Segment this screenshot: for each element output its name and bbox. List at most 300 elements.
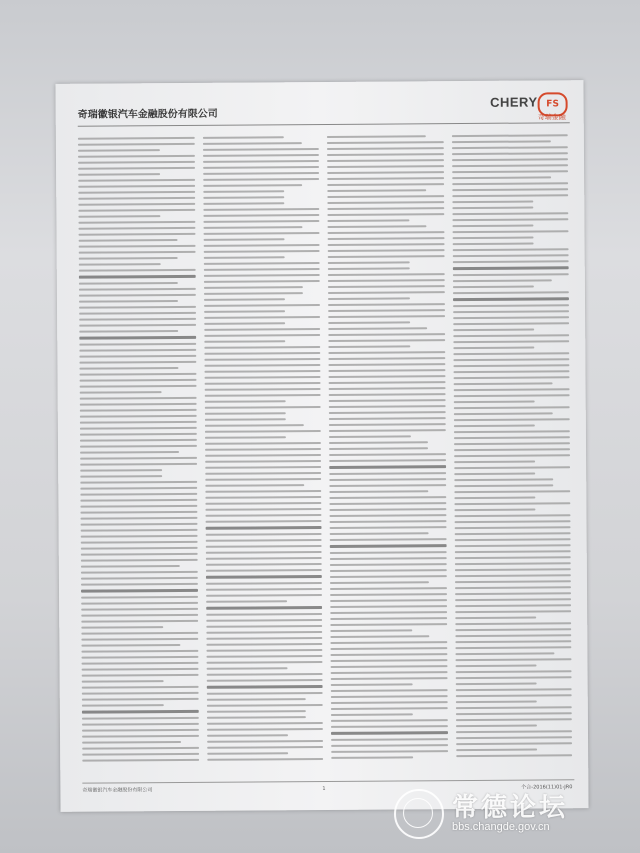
text-line [328,267,410,270]
text-line [82,759,199,762]
text-line [205,582,322,585]
text-line [329,478,446,481]
document-code: 个合-2016(11)01-JR0 [521,784,573,791]
text-line [82,717,199,720]
text-line [331,701,448,704]
text-line [202,154,319,157]
text-line [330,532,429,535]
text-line [452,243,534,246]
text-line [204,388,321,391]
text-line [454,478,553,481]
text-line [331,738,448,741]
text-line [204,358,321,361]
text-line [79,263,161,266]
text-line [452,254,569,257]
text-line [328,327,427,330]
text-line [454,509,536,512]
text-line [455,617,537,620]
text-line [204,412,286,415]
text-line [206,679,323,682]
text-line [330,611,447,614]
text-line [205,472,322,475]
text-line [205,575,322,579]
text-line [331,750,448,753]
text-line [79,373,196,376]
text-line [81,559,198,562]
text-line [203,298,285,301]
text-line [455,634,572,637]
text-line [79,269,196,272]
text-line [330,605,447,608]
text-line [455,665,537,668]
text-line [203,196,285,199]
text-line [202,136,284,139]
text-line [454,538,571,541]
text-line [454,574,571,577]
text-line [452,176,551,179]
text-line [203,160,320,163]
text-line [328,273,445,276]
text-line [330,544,447,548]
text-line [80,379,197,382]
text-line [205,502,322,505]
text-line [203,274,320,277]
text-line [203,178,320,181]
text-line [81,571,198,574]
text-line [452,237,534,240]
text-line [454,466,571,469]
column-1 [78,133,199,774]
text-line [453,329,535,332]
text-line [202,148,319,151]
text-line [206,704,323,707]
text-line [206,716,305,719]
text-line [80,457,197,460]
text-line [81,638,198,641]
text-line [80,499,197,502]
text-line [328,231,445,234]
text-line [80,433,197,436]
text-line [204,382,321,385]
text-line [203,208,320,211]
text-line [328,261,410,264]
text-line [79,300,178,303]
text-line [328,279,445,282]
text-line [79,306,196,309]
text-line [454,520,571,523]
text-line [330,575,447,578]
text-line [204,352,321,355]
text-line [452,218,569,221]
text-line [204,406,321,409]
text-line [327,177,444,180]
logo-subtitle: 奇瑞金融 [537,113,566,122]
text-line [452,286,534,289]
text-line [453,364,570,367]
text-line [204,394,321,397]
text-line [80,391,162,394]
watermark-title: 常德论坛 [452,793,569,823]
text-line [328,321,410,324]
text-line [455,706,572,709]
text-line [453,442,570,445]
text-line [78,161,195,164]
text-line [78,191,195,194]
logo-wordmark: CHERY [490,94,538,110]
text-line [80,475,162,478]
text-line [205,563,322,566]
text-line [206,722,323,725]
text-line [328,315,445,318]
text-line [452,170,569,173]
chery-fs-logo [476,94,572,123]
text-line [78,143,195,146]
text-line [81,529,198,532]
column-4 [451,130,572,771]
text-line [329,496,446,499]
text-line [328,285,445,288]
text-line [454,514,571,517]
text-line [328,255,445,258]
text-line [80,463,197,466]
text-line [81,656,198,659]
text-line [452,201,534,204]
text-line [78,167,195,170]
column-3 [327,131,448,772]
contract-body-columns [78,130,572,773]
text-line [453,304,570,307]
text-line [453,418,570,421]
text-line [79,367,178,370]
text-line [330,623,447,626]
text-line [330,526,447,529]
text-line [79,312,196,315]
text-line [81,650,198,653]
text-line [329,484,446,487]
text-line [452,225,534,228]
text-line [78,197,195,200]
text-line [204,322,286,325]
text-line [327,189,426,192]
text-line [204,346,321,349]
footer-divider [82,779,574,783]
text-line [454,502,571,505]
text-line [455,676,572,679]
text-line [455,622,572,625]
text-line [331,689,448,692]
text-line [203,220,320,223]
text-line [204,304,321,307]
text-line [330,538,447,541]
text-line [204,436,286,439]
text-line [330,593,447,596]
text-line [331,744,448,747]
column-2 [202,132,323,773]
text-line [330,569,447,572]
text-line [203,214,320,217]
text-line [331,756,413,759]
text-line [327,195,444,198]
text-line [80,421,197,424]
text-line [330,599,447,602]
text-line [82,698,199,701]
text-line [329,387,446,390]
text-line [79,257,178,260]
text-line [206,625,323,628]
text-line [327,183,444,186]
text-line [205,454,322,457]
text-line [452,182,569,185]
text-line [455,694,572,697]
text-line [205,551,322,554]
text-line [206,643,323,646]
text-line [79,324,196,327]
text-line [329,393,446,396]
text-line [327,153,444,156]
text-line [328,333,445,336]
text-line [329,375,446,378]
text-line [331,665,448,668]
watermark-seal-icon [394,789,444,839]
text-line [331,725,448,728]
text-line [327,141,444,144]
text-line [451,146,568,149]
text-line [451,140,550,143]
text-line [80,445,197,448]
text-line [205,588,322,591]
text-line [81,535,198,538]
text-line [455,628,572,631]
text-line [453,347,535,350]
text-line [329,472,446,475]
text-line [204,316,321,319]
text-line [204,376,321,379]
text-line [81,632,198,635]
text-line [452,279,551,282]
text-line [203,202,285,205]
text-line [80,439,197,442]
text-line [205,460,322,463]
text-line [79,288,196,291]
text-line [455,725,537,728]
text-line [327,135,426,138]
text-line [79,361,196,364]
text-line [81,523,198,526]
text-line [329,453,446,456]
text-line [330,563,447,566]
text-line [206,594,323,597]
text-line [82,692,199,695]
text-line [456,736,573,739]
text-line [203,238,285,241]
text-line [330,557,447,560]
text-line [205,520,322,523]
text-line [452,194,569,197]
text-line [81,547,198,550]
text-line [80,385,197,388]
text-line [454,484,553,487]
text-line [203,256,285,259]
text-line [78,209,195,212]
text-line [454,497,536,500]
text-line [452,297,569,301]
text-line [204,418,286,421]
text-line [81,596,198,599]
text-line [205,539,322,542]
text-line [452,291,569,294]
text-line [330,659,447,662]
text-line [207,752,289,755]
text-line [453,334,570,337]
text-line [453,412,552,415]
text-line [205,466,322,469]
text-line [453,316,570,319]
text-line [79,251,196,254]
text-line [82,662,199,665]
text-line [330,587,447,590]
text-line [455,658,572,661]
text-line [79,330,178,333]
text-line [329,417,446,420]
text-line [205,545,322,548]
text-line [453,394,570,397]
text-line [81,602,198,605]
text-line [328,369,445,372]
text-line [330,551,447,554]
text-line [328,339,445,342]
text-line [203,226,302,229]
text-line [453,370,570,373]
text-line [331,719,448,722]
text-line [204,310,286,313]
text-line [329,508,446,511]
text-line [205,508,322,511]
text-line [78,215,160,218]
text-line [456,754,573,757]
text-line [203,172,320,175]
text-line [78,173,160,176]
text-line [203,184,302,187]
text-line [455,652,554,655]
text-line [205,448,322,451]
text-line [203,292,302,295]
text-line [78,221,195,224]
text-line [78,185,195,188]
text-line [329,441,428,444]
text-line [328,303,445,306]
text-line [205,557,322,560]
text-line [331,695,448,698]
text-line [453,310,570,313]
text-line [455,598,572,601]
text-line [455,640,572,643]
text-line [455,604,572,607]
text-line [456,749,538,752]
text-line [455,610,572,613]
text-line [206,673,323,676]
text-line [454,448,571,451]
text-line [79,336,196,340]
text-line [452,273,569,276]
text-line [327,165,444,168]
text-line [454,556,571,559]
text-line [204,370,321,373]
text-line [80,487,197,490]
text-line [206,710,305,713]
text-line [453,401,535,404]
text-line [81,620,198,623]
text-line [455,730,572,733]
text-line [330,581,429,584]
text-line [80,409,197,412]
text-line [82,753,199,756]
text-line [80,493,197,496]
text-line [204,430,321,433]
text-line [81,626,163,629]
text-line [79,282,178,285]
text-line [81,565,180,568]
text-line [329,399,446,402]
text-line [331,677,448,680]
watermark-url: bbs.changde.gov.cn [452,821,550,833]
text-line [452,207,534,210]
text-line [328,345,410,348]
text-line [328,291,445,294]
text-line [455,670,572,673]
text-line [452,248,569,251]
text-line [329,490,428,493]
text-line [329,405,446,408]
text-line [81,614,198,617]
text-line [206,619,323,622]
text-line [79,355,196,358]
text-line [453,430,570,433]
text-line [206,692,323,695]
text-line [453,358,570,361]
text-line [78,203,195,206]
text-line [82,680,164,683]
text-line [205,533,322,536]
text-line [454,580,571,583]
text-line [454,586,571,589]
text-line [82,747,199,750]
text-line [82,741,181,744]
text-line [454,473,536,476]
text-line [330,647,447,650]
text-line [81,608,198,611]
text-line [454,550,571,553]
text-line [452,212,569,215]
text-line [327,219,409,222]
page-number: 1 [322,785,326,793]
text-line [206,637,323,640]
text-line [205,514,322,517]
text-line [80,451,179,454]
contract-page [55,80,588,812]
text-line [78,137,195,140]
text-line [329,447,428,450]
text-line [329,411,446,414]
text-line [328,243,445,246]
text-line [207,746,324,749]
text-line [79,245,196,248]
text-line [330,617,447,620]
text-line [82,710,199,714]
footer-company-name: 奇瑞徽银汽车金融股份有限公司 [82,787,153,794]
text-line [82,729,199,732]
text-line [330,629,412,632]
text-line [455,712,572,715]
